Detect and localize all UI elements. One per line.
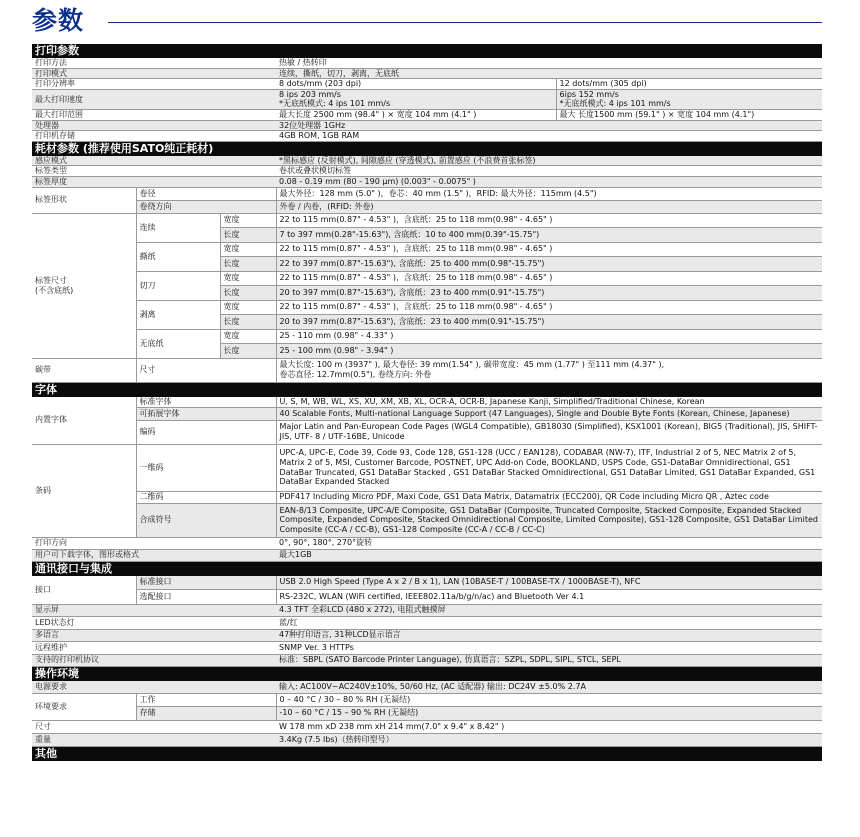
- row-value: 卷状或叠状模切标签: [276, 166, 822, 177]
- dim-label: 宽度: [220, 271, 276, 286]
- row-value: -10 – 60 °C / 15 – 90 % RH (无凝结): [276, 707, 822, 721]
- spec-row: [32, 549, 822, 561]
- row-value: 最大外径：128 mm (5.0" )，卷芯：40 mm (1.5" )，RFID: 最大外径：115mm (4.5"): [276, 187, 822, 200]
- section-title: 耗材参数 (推荐使用SATO纯正耗材): [32, 141, 822, 155]
- spec-row: [32, 654, 822, 667]
- row-value: UPC-A, UPC-E, Code 39, Code 93, Code 128, GS1-128 (UCC / EAN128), CODABAR (NW-7), ITF, Industrial 2 of 5, NEC Matrix 2 of 5, Matrix 2 of 5, MSI, Customer Barcode, POSTNET, UPC Add-on Code, BOOKLAND, USPS Code, GS1-DataBar Omnidirectional, GS1 DataBar Truncated, GS1 DataBar Stacked , GS1 DataBar Stacked Omnidirectional, GS1 DataBar Limited, GS1 DataBar Expanded, GS1 DataBar Expanded Stacked: [276, 444, 822, 491]
- row-label: 打印模式: [32, 68, 276, 79]
- row-value: 7 to 397 mm(0.28"-15.63"), 含底纸：10 to 400 mm(0.39"-15.75"): [276, 228, 822, 243]
- spec-row: [32, 187, 822, 200]
- row-value: 22 to 397 mm(0.87"-15.63"), 含底纸：25 to 400 mm(0.98"-15.75"): [276, 257, 822, 272]
- dim-label: 宽度: [220, 329, 276, 344]
- row-value: 外卷 / 内卷，(RFID: 外卷): [276, 200, 822, 213]
- spec-row: [32, 444, 822, 491]
- row-value: U, S, M, WB, WL, XS, XU, XM, XB, XL, OCR-A, OCR-B, Japanese Kanji, Simplified/Traditional Chinese, Korean: [276, 396, 822, 408]
- row-label: 感应模式: [32, 155, 276, 166]
- row-label: 标签厚度: [32, 176, 276, 187]
- row-label: 支持的打印机协议: [32, 654, 276, 667]
- row-value: 输入: AC100V~AC240V±10%, 50/60 Hz, (AC 适配器) 输出: DC24V ±5.0% 2.7A: [276, 681, 822, 694]
- row-label: 远程维护: [32, 642, 276, 655]
- row-label: 内置字体: [32, 396, 136, 444]
- row-value: 25 - 110 mm (0.98" - 4.33" ): [276, 329, 822, 344]
- section-header: [32, 667, 822, 681]
- row-sub-label: 编码: [136, 420, 276, 444]
- row-sub-label: 二维码: [136, 491, 276, 504]
- dim-label: 长度: [220, 286, 276, 301]
- row-label: 多语言: [32, 629, 276, 642]
- section-header: [32, 141, 822, 155]
- row-value: 热敏 / 热转印: [276, 58, 822, 69]
- spec-row: [32, 720, 822, 733]
- mode-label: 切刀: [136, 271, 220, 300]
- spec-row: [32, 329, 822, 344]
- dim-label: 宽度: [220, 242, 276, 257]
- row-label: 处理器: [32, 120, 276, 131]
- spec-row: [32, 420, 822, 444]
- spec-row: [32, 629, 822, 642]
- row-value: 0.08 - 0.19 mm (80 - 190 μm) (0.003" - 0.0075" ): [276, 176, 822, 187]
- row-sub-label: 可拓展字体: [136, 408, 276, 421]
- row-value: 40 Scalable Fonts, Multi-national Language Support (47 Languages), Single and Double Byte Fonts (Korean, Chinese, Japanese): [276, 408, 822, 421]
- row-value: 20 to 397 mm(0.87"-15.63"), 含底纸：23 to 400 mm(0.91"-15.75"): [276, 286, 822, 301]
- row-sub-label: 合成符号: [136, 504, 276, 538]
- spec-table: [32, 44, 822, 761]
- spec-row: [32, 166, 822, 177]
- spec-row: [32, 176, 822, 187]
- row-value: 0 – 40 °C / 30 – 80 % RH (无凝结): [276, 693, 822, 707]
- row-sub-label: 尺寸: [136, 358, 276, 382]
- dim-label: 宽度: [220, 213, 276, 228]
- spec-row: [32, 200, 822, 213]
- mode-label: 撕纸: [136, 242, 220, 271]
- row-label: 最大打印速度: [32, 89, 276, 109]
- spec-row: [32, 68, 822, 79]
- spec-row: [32, 733, 822, 746]
- spec-row: [32, 358, 822, 382]
- row-label: 尺寸: [32, 720, 276, 733]
- row-value: SNMP Ver. 3 HTTPs: [276, 642, 822, 655]
- spec-row: [32, 693, 822, 707]
- row-label: 最大打印范围: [32, 109, 276, 120]
- row-label: 环境要求: [32, 693, 136, 720]
- row-label: 标签类型: [32, 166, 276, 177]
- row-sub-label: 卷绕方向: [136, 200, 276, 213]
- row-value: 22 to 115 mm(0.87" - 4.53" )，含底纸：25 to 118 mm(0.98" - 4.65" ): [276, 242, 822, 257]
- section-header: [32, 561, 822, 575]
- spec-row: [32, 504, 822, 538]
- dim-label: 长度: [220, 228, 276, 243]
- row-value-2: 6ips 152 mm/s *无底纸模式: 4 ips 101 mm/s: [556, 89, 822, 109]
- row-label: 用户可下载字体，图形或格式: [32, 549, 276, 561]
- row-label: 接口: [32, 575, 136, 604]
- spec-row: [32, 681, 822, 694]
- spec-row: [32, 396, 822, 408]
- row-label: 打印方法: [32, 58, 276, 69]
- row-sub-label: 标准字体: [136, 396, 276, 408]
- page-header: [32, 0, 822, 36]
- spec-row: [32, 537, 822, 549]
- row-value-2: 最大 长度1500 mm (59.1" ) × 宽度 104 mm (4.1"): [556, 109, 822, 120]
- row-value: 最大长度: 100 m (3937" ), 最大卷径: 39 mm(1.54" ), 碳带宽度：45 mm (1.77" ) 至111 mm (4.37" ), 卷芯直径: 12.7mm(0.5"), 卷绕方向: 外卷: [276, 358, 822, 382]
- row-value: USB 2.0 High Speed (Type A x 2 / B x 1), LAN (10BASE-T / 100BASE-TX / 1000BASE-T), NFC: [276, 575, 822, 590]
- row-label: 打印方向: [32, 537, 276, 549]
- spec-row: [32, 242, 822, 257]
- row-label: 碳带: [32, 358, 136, 382]
- row-label: 打印机存储: [32, 131, 276, 142]
- mode-label: 无底纸: [136, 329, 220, 358]
- row-value: 22 to 115 mm(0.87" - 4.53" )，含底纸：25 to 118 mm(0.98" - 4.65" ): [276, 271, 822, 286]
- row-value: EAN-8/13 Composite, UPC-A/E Composite, GS1 DataBar (Composite, Truncated Composite, Stacked Composite, Expanded Stacked Composite, Expanded Composite, Stacked Omnidirectional Composite, Limited Composite), GS1-128 Composite, GS1 DataBar Limited Composite (CC-A / CC-B), GS1-128 Composite (CC-A / CC-B / CC-C): [276, 504, 822, 538]
- row-value: 32位处理器 1GHz: [276, 120, 822, 131]
- row-value: 标准：SBPL (SATO Barcode Printer Language), 仿真语言：SZPL, SDPL, SIPL, STCL, SEPL: [276, 654, 822, 667]
- row-value: 0°, 90°, 180°, 270°旋转: [276, 537, 822, 549]
- row-value-2: 12 dots/mm (305 dpi): [556, 79, 822, 90]
- dim-label: 长度: [220, 344, 276, 359]
- row-value: 4.3 TFT 全彩LCD (480 x 272), 电阻式触摸屏: [276, 604, 822, 617]
- spec-row: [32, 89, 822, 109]
- spec-row: [32, 120, 822, 131]
- row-value: Major Latin and Pan-European Code Pages (WGL4 Compatible), GB18030 (Simplified), KSX1001 (Korean), BIG5 (Traditional), JIS, SHIFT-JIS, UTF- 8 / UTF-16BE, Unicode: [276, 420, 822, 444]
- section-header: [32, 44, 822, 58]
- row-sub-label: 工作: [136, 693, 276, 707]
- row-value: RS-232C, WLAN (WiFi certified, IEEE802.11a/b/g/n/ac) and Bluetooth Ver 4.1: [276, 590, 822, 605]
- row-value: 4GB ROM, 1GB RAM: [276, 131, 822, 142]
- spec-row: [32, 213, 822, 228]
- row-sub-label: 一维码: [136, 444, 276, 491]
- row-label: LED状态灯: [32, 617, 276, 630]
- spec-row: [32, 590, 822, 605]
- spec-row: [32, 300, 822, 315]
- section-title: 字体: [32, 382, 822, 396]
- row-value: 8 ips 203 mm/s *无底纸模式: 4 ips 101 mm/s: [276, 89, 556, 109]
- dim-label: 长度: [220, 257, 276, 272]
- spec-row: [32, 408, 822, 421]
- row-value: 47种打印语言, 31种LCD显示语言: [276, 629, 822, 642]
- page-title: 参数: [32, 6, 85, 35]
- section-title: 通讯接口与集成: [32, 561, 822, 575]
- row-value: 蓝/红: [276, 617, 822, 630]
- section-title: 打印参数: [32, 44, 822, 58]
- spec-row: [32, 575, 822, 590]
- dim-label: 宽度: [220, 300, 276, 315]
- row-value: 25 - 100 mm (0.98" - 3.94" ): [276, 344, 822, 359]
- spec-row: [32, 79, 822, 90]
- row-value: 20 to 397 mm(0.87"-15.63"), 含底纸：23 to 400 mm(0.91"-15.75"): [276, 315, 822, 330]
- mode-label: 剥离: [136, 300, 220, 329]
- row-value: 8 dots/mm (203 dpi): [276, 79, 556, 90]
- row-value: 22 to 115 mm(0.87" - 4.53" )，含底纸：25 to 118 mm(0.98" - 4.65" ): [276, 300, 822, 315]
- spec-row: [32, 491, 822, 504]
- row-label: 条码: [32, 444, 136, 537]
- section-header: [32, 746, 822, 760]
- row-label: 电源要求: [32, 681, 276, 694]
- row-label: 显示屏: [32, 604, 276, 617]
- row-value: W 178 mm xD 238 mm xH 214 mm(7.0" x 9.4" x 8.42" ): [276, 720, 822, 733]
- spec-row: [32, 271, 822, 286]
- row-label: 标签尺寸 (不含底纸): [32, 213, 136, 358]
- spec-row: [32, 707, 822, 721]
- section-title: 操作环境: [32, 667, 822, 681]
- row-label: 重量: [32, 733, 276, 746]
- mode-label: 连续: [136, 213, 220, 242]
- row-sub-label: 选配接口: [136, 590, 276, 605]
- row-sub-label: 存储: [136, 707, 276, 721]
- spec-row: [32, 155, 822, 166]
- row-value: 最大1GB: [276, 549, 822, 561]
- row-label: 标签形状: [32, 187, 136, 213]
- section-title: 其他: [32, 746, 822, 760]
- row-sub-label: 标准接口: [136, 575, 276, 590]
- spec-row: [32, 58, 822, 69]
- row-value: 最大长度 2500 mm (98.4" ) × 宽度 104 mm (4.1" ): [276, 109, 556, 120]
- row-value: PDF417 Including Micro PDF, Maxi Code, GS1 Data Matrix, Datamatrix (ECC200), QR Code including Micro QR , Aztec code: [276, 491, 822, 504]
- spec-row: [32, 617, 822, 630]
- spec-row: [32, 131, 822, 142]
- row-value: 3.4Kg (7.5 lbs)（热转印型号）: [276, 733, 822, 746]
- row-sub-label: 卷径: [136, 187, 276, 200]
- row-value: 连续，撕纸，切刀，剥离，无底纸: [276, 68, 822, 79]
- row-label: 打印分辨率: [32, 79, 276, 90]
- spec-row: [32, 604, 822, 617]
- spec-row: [32, 642, 822, 655]
- spec-row: [32, 109, 822, 120]
- section-header: [32, 382, 822, 396]
- row-value: 22 to 115 mm(0.87" - 4.53" )，含底纸：25 to 118 mm(0.98" - 4.65" ): [276, 213, 822, 228]
- row-value: *黑标感应 (反射模式), 间隙感应 (穿透模式), 前置感应 (不浪费首张标签): [276, 155, 822, 166]
- dim-label: 长度: [220, 315, 276, 330]
- title-rule: [108, 22, 822, 23]
